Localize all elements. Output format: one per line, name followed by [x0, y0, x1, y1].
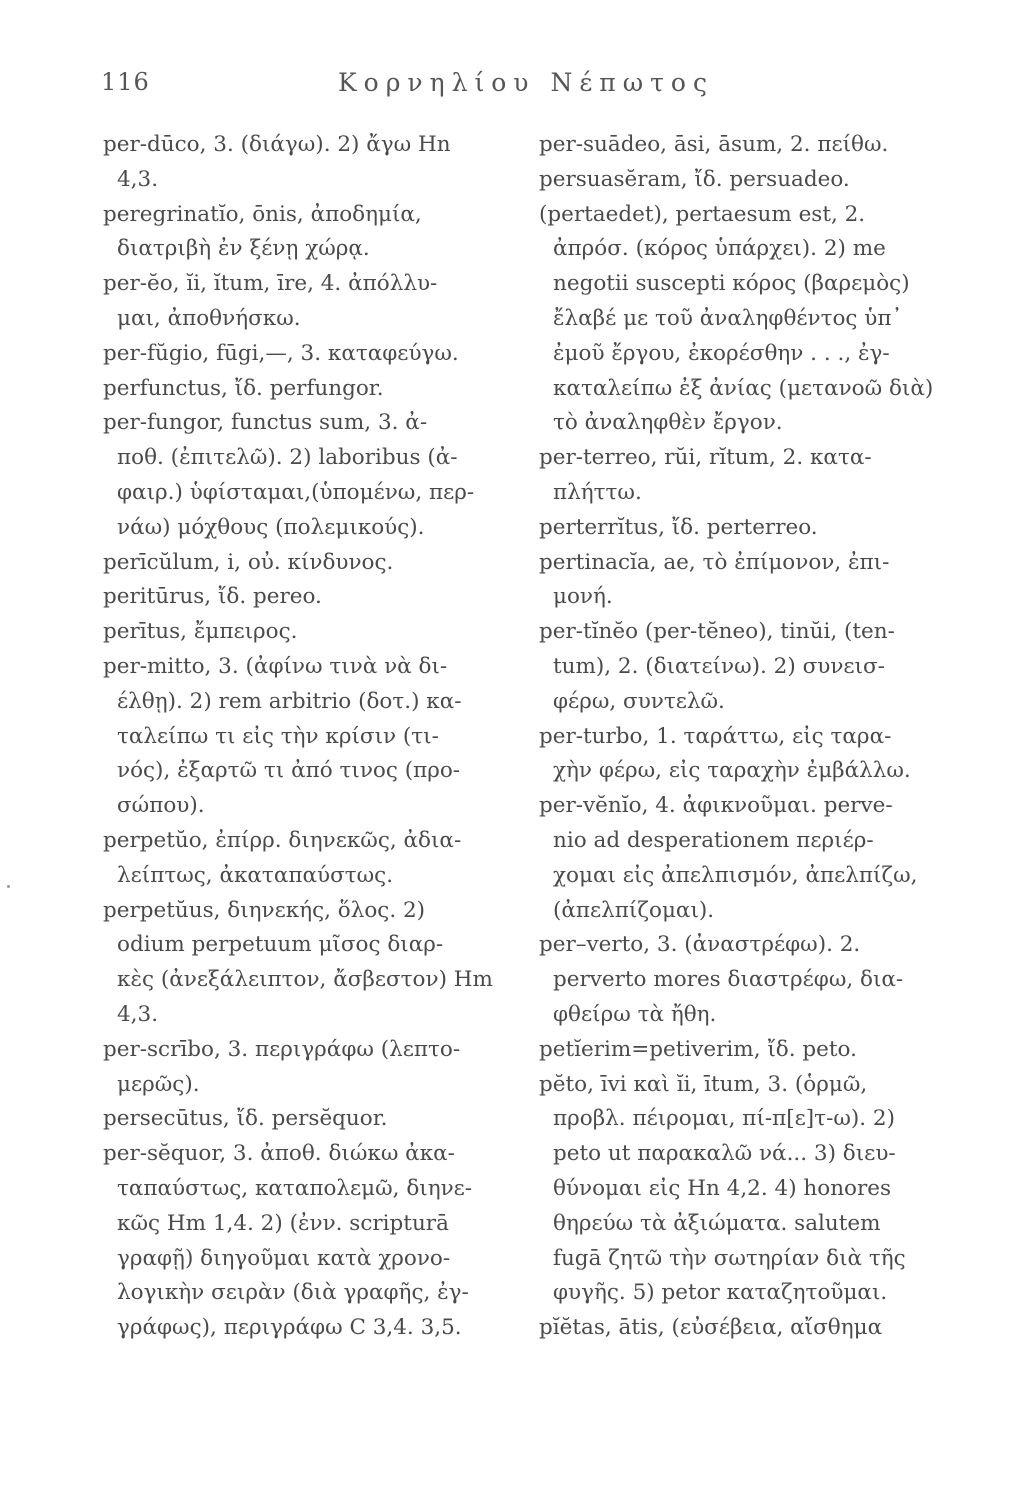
entry-line: persuasĕram, ἴδ. persuadeo. — [539, 166, 850, 192]
running-title: Κορνηλίου Νέπωτος — [338, 68, 714, 97]
entry-line: negotii suscepti κόρος (βαρεμὸς) — [553, 271, 910, 297]
entry-line: perīcŭlum, i, οὐ. κίνδυνος. — [103, 549, 394, 575]
entry-line: tum), 2. (διατείνω). 2) συνεισ- — [553, 653, 885, 679]
entry-line: per-vĕnĭo, 4. ἀφικνοῦμαι. perve- — [539, 793, 893, 819]
entry-line: per-fungor, functus sum, 3. ἀ- — [103, 410, 428, 436]
entry-line: per-terreo, rŭi, rĭtum, 2. κατα- — [539, 445, 872, 471]
entry-line: perītus, ἔμπειρος. — [103, 619, 298, 645]
entry-line: φυγῆς. 5) petor καταζητοῦμαι. — [553, 1280, 888, 1306]
left-column — [103, 128, 513, 1346]
entry-line: ταλείπω τι εἰς τὴν κρίσιν (τι- — [117, 723, 439, 749]
entry-line: 4,3. — [117, 1001, 159, 1027]
entry-line: τὸ ἀναληφθὲν ἔργον. — [553, 410, 783, 436]
entry-line: έλθῃ). 2) rem arbitrio (δοτ.) κα- — [117, 688, 462, 714]
entry-line: νός), ἐξαρτῶ τι ἀπό τινος (προ- — [117, 758, 461, 784]
entry-line: κὲς (ἀνεξάλειπτον, ἄσβεστον) Hm — [117, 967, 493, 993]
entry-line: ποθ. (ἐπιτελῶ). 2) laboribus (ἀ- — [117, 445, 458, 471]
entry-line: ἔλαβέ με τοῦ ἀναληφθέντος ὑπ᾽ — [553, 305, 903, 331]
entry-line: petĭerim=petiverim, ἴδ. peto. — [539, 1036, 857, 1062]
entry-line: per-dūco, 3. (διάγω). 2) ἄγω Hn — [103, 132, 451, 157]
entry-line: ἀπρόσ. (κόρος ὑπάρχει). 2) me — [553, 236, 886, 262]
right-column — [539, 128, 949, 1346]
entry-line: (ἀπελπίζομαι). — [553, 897, 715, 923]
entry-line: perpetŭus, διηνεκής, ὅλος. 2) — [103, 897, 426, 923]
entry-line: μαι, ἀποθνήσκω. — [117, 305, 301, 331]
entry-line: θηρεύω τὰ ἀξιώματα. salutem — [553, 1210, 881, 1236]
entry-line: μερῶς). — [117, 1071, 200, 1097]
print-speck — [7, 885, 10, 888]
entry-line: per-fŭgio, fūgi,—, 3. καταφεύγω. — [103, 340, 459, 366]
entry-line: γράφως), περιγράφω C 3,4. 3,5. — [117, 1315, 462, 1341]
page-header — [0, 68, 1024, 104]
entry-line: διατριβὴ ἐν ξένῃ χώρᾳ. — [117, 236, 370, 262]
entry-line: σώπου). — [117, 793, 205, 819]
entry-line: γραφῇ) διηγοῦμαι κατὰ χρονο- — [117, 1245, 451, 1271]
entry-line: νάω) μόχθους (πολεμικούς). — [117, 514, 425, 540]
entry-line: peregrinatĭo, ōnis, ἀποδημία, — [103, 201, 422, 227]
entry-line: λογικὴν σειρὰν (διὰ γραφῆς, ἐγ- — [117, 1280, 469, 1306]
entry-line: per-ĕo, ĭi, ĭtum, īre, 4. ἀπόλλυ- — [103, 271, 438, 297]
entry-line: πλήττω. — [553, 479, 642, 505]
entry-line: pĕto, īvi καὶ ĭi, ītum, 3. (ὁρμῶ, — [539, 1071, 868, 1097]
entry-line: per-scrībo, 3. περιγράφω (λεπτο- — [103, 1036, 461, 1062]
entry-line: odium perpetuum μῖσος διαρ- — [117, 932, 444, 958]
entry-line: peto ut παρακαλῶ νά... 3) διευ- — [553, 1141, 896, 1167]
entry-line: (pertaedet), pertaesum est, 2. — [539, 201, 866, 227]
entry-line: προβλ. πέιρομαι, πί-π[ε]τ-ω). 2) — [553, 1106, 895, 1132]
entry-line: per-mitto, 3. (ἀφίνω τινὰ νὰ δι- — [103, 653, 448, 679]
entry-line: ταπαύστως, καταπολεμῶ, διηνε- — [117, 1175, 473, 1201]
entry-line: per-tĭnĕo (per-tĕneo), tinŭi, (ten- — [539, 619, 895, 645]
entry-line: nio ad desperationem περιέρ- — [553, 827, 874, 853]
entry-line: per-turbo, 1. ταράττω, εἰς ταρα- — [539, 723, 892, 749]
entry-line: fugā ζητῶ τὴν σωτηρίαν διὰ τῆς — [553, 1245, 906, 1271]
entry-line: θύνομαι εἰς Hn 4,2. 4) honores — [553, 1175, 892, 1201]
entry-line: καταλείπω ἐξ ἀνίας (μετανοῶ διὰ) — [553, 375, 934, 401]
entry-line: pĭĕtas, ātis, (εὐσέβεια, αἴσθημα — [539, 1315, 883, 1341]
page-number: 116 — [101, 68, 150, 96]
entry-line: perfunctus, ἴδ. perfungor. — [103, 375, 384, 401]
entry-line: pertinacĭa, ae, τὸ ἐπίμονον, ἐπι- — [539, 549, 890, 575]
entry-line: persecūtus, ἴδ. persĕquor. — [103, 1106, 388, 1132]
entry-line: λείπτως, ἀκαταπαύστως. — [117, 862, 394, 888]
entry-line: per-suādeo, āsi, āsum, 2. πείθω. — [539, 132, 889, 157]
entry-line: per-sĕquor, 3. ἀποθ. διώκω ἀκα- — [103, 1141, 455, 1167]
entry-line: χομαι εἰς ἀπελπισμόν, ἀπελπίζω, — [553, 862, 918, 888]
entry-line: μονή. — [553, 584, 613, 610]
entry-line: 4,3. — [117, 166, 159, 192]
entry-line: perverto mores διαστρέφω, δια- — [553, 967, 904, 993]
entry-line: perpetŭo, ἐπίρρ. διηνεκῶς, ἀδια- — [103, 827, 462, 853]
entry-line: peritūrus, ἴδ. pereo. — [103, 584, 322, 610]
entry-line: per–verto, 3. (ἀναστρέφω). 2. — [539, 932, 861, 958]
entry-line: χὴν φέρω, εἰς ταραχὴν ἐμβάλλω. — [553, 758, 911, 784]
entry-line: ἐμοῦ ἔργου, ἐκορέσθην . . ., ἐγ- — [553, 340, 890, 366]
entry-line: κῶς Hm 1,4. 2) (ἐνν. scripturā — [117, 1210, 449, 1236]
entry-line: φαιρ.) ὑφίσταμαι,(ὑπομένω, περ- — [117, 479, 475, 505]
entry-line: perterrĭtus, ἴδ. perterreo. — [539, 514, 818, 540]
entry-line: φθείρω τὰ ἤθη. — [553, 1001, 717, 1027]
entry-line: φέρω, συντελῶ. — [553, 688, 725, 714]
